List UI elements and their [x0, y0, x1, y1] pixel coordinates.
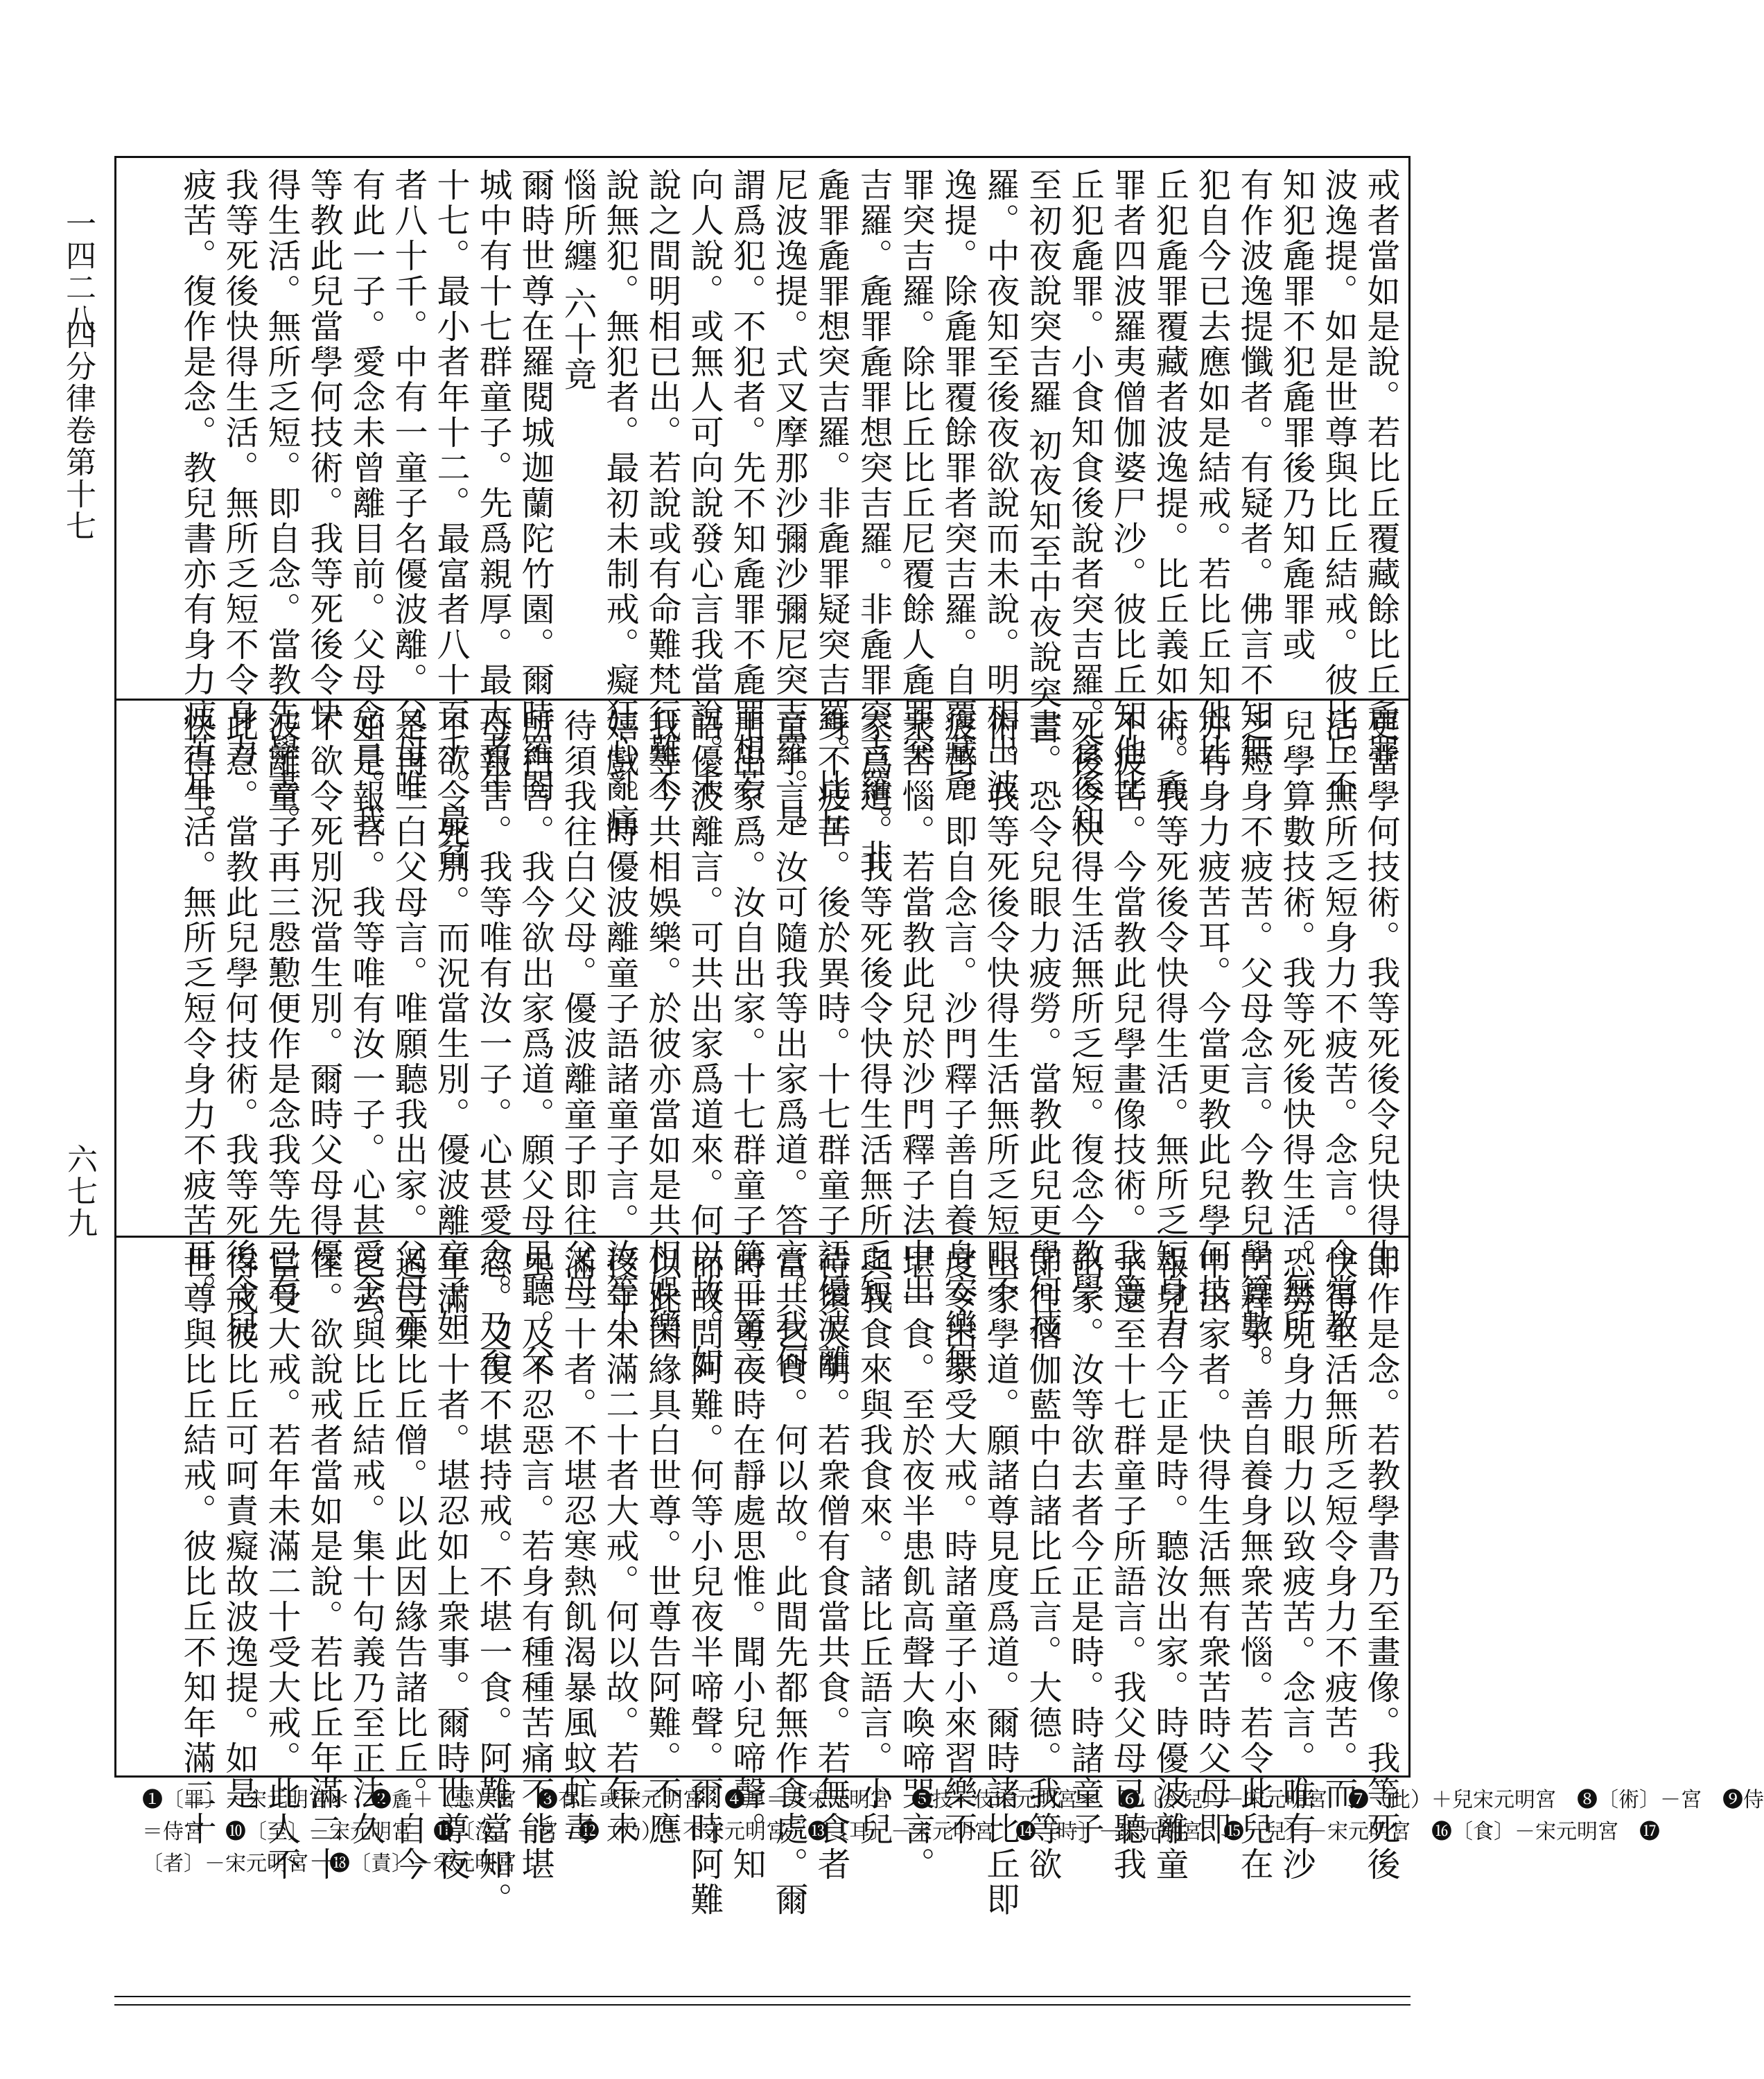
text-line: 戒者當如是說。若比丘覆藏餘比丘麁罪	[1361, 168, 1400, 769]
text-line: 爾時世尊在羅閱城迦蘭陀竹園。爾時羅閱	[516, 168, 554, 804]
text-line: 不欲令死別。而況當生別。優波離童子如	[431, 708, 470, 1344]
text-line: 羅。中夜知至後夜欲說而未說。明相出波	[981, 168, 1020, 804]
register-divider	[116, 1236, 1408, 1238]
text-line: 〔者〕－宋元明宮 ⓲〔責〕－宋元明宮	[142, 1852, 516, 1876]
text-line: ❶〔罪〕－宋元明宮＊ ❷麁＋（惡）宮 ❸有＝或宋元明宮 ❹厚＝友宋元明宮 ❺技＝伎宋元明宮＊ ❻〔令兒〕－宋元明宮 ❼（此）＋兒宋元明宮 ❽〔術〕－宮 ❾侍	[142, 1788, 1764, 1812]
text-line: 得生活。無所乏短。即自念。當教先學書。	[262, 168, 301, 839]
text-line: 待須我往白父母。優波離童子即往父母	[558, 708, 597, 1309]
text-line: 童子言。汝可隨我等出家爲道。答言。我何	[769, 708, 808, 1380]
text-line: 犯自今已去應如是結戒。若比丘知他比	[1192, 168, 1231, 769]
text-line: 度令出家受大戒。時諸童子小來習樂不	[938, 1246, 977, 1847]
text-line: 待須天明。若衆僧有食當共食。若無食者	[812, 1246, 850, 1882]
text-line: 尼波逸提。式叉摩那沙彌沙彌尼突吉羅。是	[769, 168, 808, 839]
register-divider	[116, 699, 1408, 701]
text-line: 知犯麁罪不犯麁罪後乃知麁罪或	[1277, 168, 1316, 663]
text-line: 用出家爲。汝自出家。十七群童子第二第三	[727, 708, 766, 1380]
text-line: 者八十千。中有一童子名優波離。父母唯	[389, 168, 428, 804]
text-line: 罪突吉羅。除比丘比丘尼覆餘人麁罪突	[896, 168, 935, 769]
text-line: 丘犯麁罪覆藏者波逸提。比丘義如上。麁	[1150, 168, 1189, 804]
text-line: 是再三白父母言。唯願聽我出家。父母亦	[389, 708, 428, 1344]
text-line: 城中有十七群童子。先爲親厚。最大者年	[473, 168, 512, 804]
text-line: 快得生活。無所乏短令身力不疲苦耳。	[177, 708, 216, 1309]
text-line: 說無犯。無犯者。最初未制戒。癡狂心亂痛	[600, 168, 639, 839]
text-line: 死後令快得生活無所乏短。復念今教學	[1065, 708, 1104, 1309]
text-line: 滿二十者。不堪忍寒熱飢渴暴風蚊虻毒	[558, 1246, 597, 1847]
text-line: 謂爲犯。不犯者。先不知麁罪不麁罪想若	[727, 168, 766, 804]
text-line: 嬉戲。時優波離童子語諸童子言。汝等小	[600, 708, 639, 1344]
text-register-middle	[123, 708, 1401, 1380]
text-line: 說之間明相已出。若說或有命難梵行難不	[643, 168, 681, 804]
text-line: 與我食來與我食來。諸比丘語言。小兒	[854, 1246, 893, 1847]
text-line: 家爲道。我等死後令快得生活無所乏短	[854, 708, 893, 1309]
bottom-rule	[114, 1996, 1411, 1997]
text-line: 十七。最小者年十二。最富者八十百千。最貧	[431, 168, 470, 875]
text-line: 亦有身力疲苦耳。今當更教此兒學何技	[1192, 708, 1231, 1309]
text-line: 報兒言今正是時。聽汝出家。時優波離童	[1150, 1246, 1189, 1882]
text-register-upper	[123, 168, 1401, 875]
text-line: 即作是念。若教學書乃至畫像。我等死後	[1361, 1246, 1400, 1882]
text-line: 向人說。或無人可向說發心言我當說。未	[685, 168, 724, 804]
footnotes	[142, 1784, 1764, 1880]
text-line: 所白言。我今欲出家爲道。願父母見聽。父	[516, 708, 554, 1380]
text-line: 恐勞兒身力眼力以致疲苦。念言。唯有沙	[1277, 1246, 1316, 1882]
volume-title: 四分律卷第十七	[60, 319, 96, 542]
text-line: 年滿二十者。堪忍如上衆事。爾時世尊夜	[431, 1246, 470, 1882]
text-line: 以此因緣具白世尊。世尊告阿難。不應	[643, 1246, 681, 1847]
text-line: 罪者四波羅夷僧伽婆尸沙。彼比丘知他比	[1108, 168, 1146, 804]
text-line: 有此一子。愛念未曾離目前。父母念言。我	[347, 168, 385, 839]
folio-number: 六七九	[62, 1143, 97, 1239]
text-line: 已去與比丘結戒。集十句義乃至正法久	[347, 1246, 385, 1847]
text-line: 而故問阿難。何等小兒夜半啼聲。爾時阿難	[685, 1246, 724, 1918]
text-line: 門釋子。善自養身無衆苦惱。若令此兒在	[1234, 1246, 1273, 1882]
text-line: 逸提。除麁罪覆餘罪者突吉羅。自覆藏麁	[938, 168, 977, 804]
text-line: 更當學何技術。我等死後令兒快得生	[1361, 708, 1400, 1274]
text-line: 波逸提。如是世尊與比丘結戒。彼比丘不	[1319, 168, 1358, 804]
text-line: 畫。恐令兒眼力疲勞。當教此兒更學何技	[1023, 708, 1062, 1344]
text-line: ＝侍宮 ❿〔至〕－宋元明宮 ⓫〔汝〕－宮 ⓬（乃）＋不宋元明宮 ⓭〔耳〕－宋元明宮 ⓮〔時〕－宋元明宮 ⓯〔兒〕－宋元明宮 ⓰〔食〕－宋元明宮 ⓱	[142, 1820, 1660, 1844]
text-line: 過已集比丘僧。以此因緣告諸比丘。自今	[389, 1246, 428, 1882]
text-line: 疲苦。復作是念。教兒書亦有身力疲苦耳。	[177, 168, 216, 839]
text-line: 住。欲說戒者當如是說。若比丘年滿二十	[304, 1246, 343, 1882]
text-line: 時世尊夜時在靜處思惟。聞小兒啼聲。知	[727, 1246, 766, 1882]
text-line: 快得生活無所乏短令身力不疲苦。而	[1319, 1246, 1358, 1812]
text-line: 母報言。我等唯有汝一子。心甚愛念。乃至	[473, 708, 512, 1380]
text-line: 疲苦。即自念言。沙門釋子善自養身安樂無	[938, 708, 977, 1380]
text-line: 術。我等死後令快得生活。無所乏短身力	[1150, 708, 1189, 1344]
text-line: 術。我等死後令快得生活無所乏短眼不	[981, 708, 1020, 1309]
text-line: 衆苦惱。若當教此兒於沙門釋子法中出	[896, 708, 935, 1309]
text-line: 如是報言。我等唯有汝一子。心甚愛念。	[347, 708, 385, 1344]
text-line: 即往僧伽藍中白諸比丘言。大德。我等欲	[1023, 1246, 1062, 1882]
text-line: 當受大戒。若年未滿二十受大戒。此人不	[262, 1246, 301, 1882]
text-line: 至初夜說突吉羅 初夜知至中夜說突吉	[1023, 168, 1062, 746]
text-line: 等教此兒當學何技術。我等死後令快	[304, 168, 343, 733]
text-line: 當共乞食。何以故。此間先都無作食處。爾	[769, 1246, 808, 1918]
text-line: 麁罪麁罪想突吉羅。非麁罪疑突吉羅。比丘	[812, 168, 850, 839]
text-line: 世尊與比丘結戒。彼比丘不知年滿二十	[177, 1246, 216, 1847]
text-line: 子還至十七群童子所語言。我父母已聽我	[1108, 1246, 1146, 1882]
text-line: 得戒彼比丘可呵責癡故波逸提。如是	[220, 1246, 259, 1812]
text-line: 出家。汝等欲去者今正是時。時諸童子	[1065, 1246, 1104, 1847]
text-line: 不疲苦。今當教此兒學畫像技術。我等	[1108, 708, 1146, 1309]
text-line: 身不疲苦。後於異時。十七群童子語優波離	[812, 708, 850, 1380]
text-line: 惱所纏 六十竟	[558, 168, 597, 393]
text-line: 不欲令死別況當生別。爾時父母得優	[304, 708, 343, 1274]
text-line: 波離童子再三慇懃便作是念我等先已有	[262, 708, 301, 1309]
text-line: 授年未滿二十者大戒。何以故。若年未	[600, 1246, 639, 1847]
text-line: 語優波離言。可共出家爲道來。何以故。如	[685, 708, 724, 1380]
text-line: 此意。當教此兒學何技術。我等死後令兒	[220, 708, 259, 1344]
text-line: 中出家者。快得生活無有衆苦時父母即	[1192, 1246, 1231, 1847]
text-line: 我等死後快得生活。無所乏短不令身力	[220, 168, 259, 769]
text-line: 吉羅。麁罪麁罪想突吉羅。非麁罪突吉羅。非	[854, 168, 893, 875]
text-line: 乏短身不疲苦。父母念言。今教兒學算數。	[1234, 708, 1273, 1380]
page-number: 一四二八	[60, 208, 96, 335]
text-line: 丘犯麁罪。小食知食後說者突吉羅。食後知	[1065, 168, 1104, 839]
text-line: 活。無所乏短身力不疲苦。念言。今當教	[1319, 708, 1358, 1344]
bottom-rule	[114, 2004, 1411, 2006]
text-line: 堪一食。至於夜半患飢高聲大喚啼哭言。	[896, 1246, 935, 1882]
text-line: 有作波逸提懺者。有疑者。佛言不知無	[1234, 168, 1273, 769]
text-line: 我等今共相娛樂。於彼亦當如是共相娛樂	[643, 708, 681, 1344]
text-line: 出家學道。願諸尊見度爲道。爾時諸比丘即	[981, 1246, 1020, 1918]
text-line: 兒學算數技術。我等死後快得生活。無所	[1277, 708, 1316, 1344]
text-line: 忍。又復不堪持戒。不堪一食。阿難當知。	[473, 1246, 512, 1918]
text-line: 虫。及不忍惡言。若身有種種苦痛不能堪	[516, 1246, 554, 1882]
